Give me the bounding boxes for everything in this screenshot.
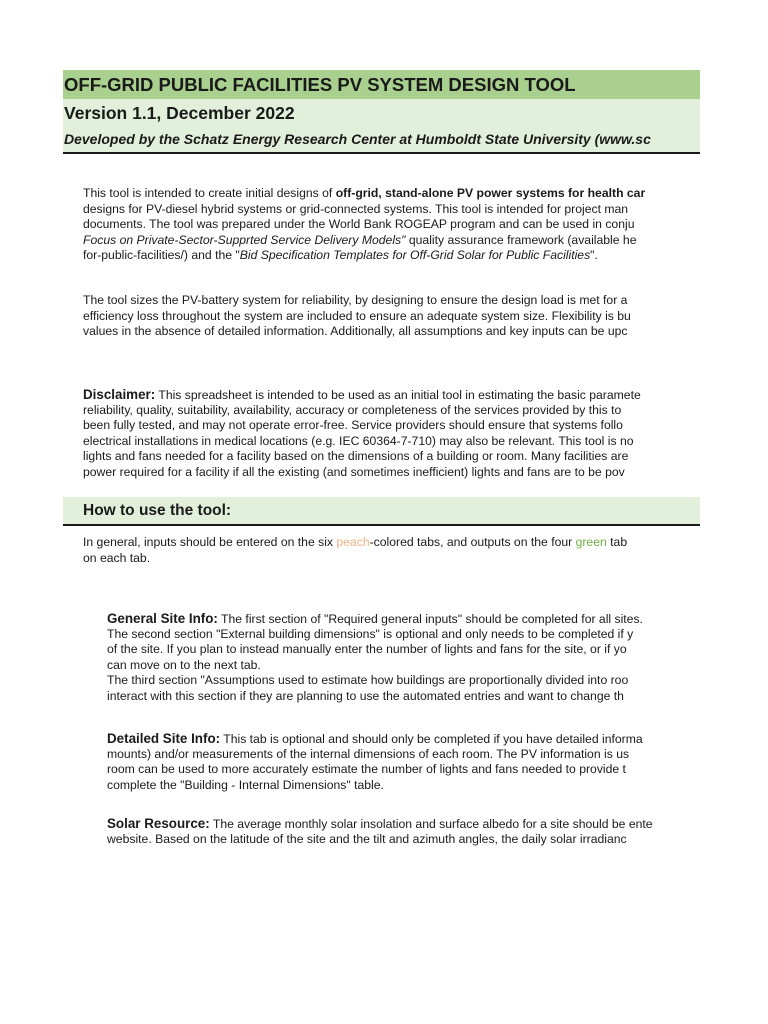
intro-text: for-public-facilities/) and the " [83, 248, 240, 263]
intro-line [83, 248, 700, 264]
disclaimer-line: power required for a facility if all the existing (and sometimes inefficient) lights and fans are to be pov [83, 464, 625, 479]
intro-text: This tool is intended to create initial designs of [83, 186, 336, 200]
how-to-line [83, 535, 700, 551]
disclaimer-line [83, 387, 700, 403]
disclaimer-line: been fully tested, and may not operate error-free. Service providers should ensure that systems follo [83, 418, 623, 433]
general-site-line: The third section "Assumptions used to estimate how buildings are proportionally divided into roo [107, 673, 629, 688]
sizing-paragraph [83, 293, 700, 340]
sizing-line: values in the absence of detailed information. Additionally, all assumptions and key inputs can be upc [83, 324, 628, 339]
disclaimer-paragraph [83, 387, 700, 481]
disclaimer-line: electrical installations in medical locations (e.g. IEC 60364-7-710) may also be relevant. This tool is no [83, 433, 634, 448]
general-site-line [107, 611, 700, 627]
how-to-heading [63, 497, 700, 526]
general-site-info-section [107, 611, 700, 705]
framework-title: Focus on Private-Sector-Supprted Service Delivery Models" [83, 232, 406, 247]
how-to-paragraph [83, 535, 700, 566]
general-site-label: General Site Info: [107, 611, 218, 626]
solar-resource-label: Solar Resource: [107, 816, 210, 831]
intro-line: designs for PV-diesel hybrid systems or grid-connected systems. This tool is intended for project man [83, 201, 629, 216]
solar-resource-line [107, 816, 700, 832]
detailed-site-line: room can be used to more accurately estimate the number of lights and fans needed to provide t [107, 762, 626, 777]
intro-line [83, 233, 700, 249]
solar-resource-section [107, 816, 700, 847]
developer-credit: Developed by the Schatz Energy Research Center at Humboldt State University (www.sc [63, 127, 700, 154]
general-site-line: interact with this section if they are planning to use the automated entries and want to change th [107, 688, 624, 703]
sizing-line: The tool sizes the PV-battery system for reliability, by designing to ensure the design load is met for a [83, 293, 628, 307]
intro-paragraph [83, 186, 700, 264]
detailed-site-line: mounts) and/or measurements of the internal dimensions of each room. The PV information is us [107, 746, 630, 761]
how-to-text: tab [606, 535, 628, 549]
sheet-content [63, 70, 700, 846]
intro-line: documents. The tool was prepared under the World Bank ROGEAP program and can be used in conju [83, 217, 635, 232]
detailed-site-info-section [107, 731, 700, 793]
intro-line [83, 186, 700, 202]
general-site-line: can move on to the next tab. [107, 657, 261, 672]
solar-resource-line: website. Based on the latitude of the site and the tilt and azimuth angles, the daily solar irradianc [107, 831, 627, 846]
bid-template-title: Bid Specification Templates for Off-Grid Solar for Public Facilities [239, 248, 591, 263]
detailed-site-line [107, 731, 700, 747]
how-to-line: on each tab. [83, 550, 151, 565]
intro-bold-text: off-grid, stand-alone PV power systems for health car [335, 186, 646, 200]
detailed-site-text: This tab is optional and should only be completed if you have detailed informa [220, 732, 643, 746]
intro-text: ". [590, 248, 598, 263]
disclaimer-line: lights and fans needed for a facility based on the dimensions of a building or room. Many facilities are [83, 449, 629, 464]
how-to-text: In general, inputs should be entered on the six [83, 535, 337, 549]
disclaimer-line: reliability, quality, suitability, availability, accuracy or completeness of the services provided by this to [83, 402, 622, 417]
green-word: green [575, 535, 607, 549]
general-site-text: The first section of "Required general inputs" should be completed for all sites. [217, 612, 643, 626]
solar-resource-text: The average monthly solar insolation and surface albedo for a site should be ente [209, 817, 653, 831]
disclaimer-text: This spreadsheet is intended to be used as an initial tool in estimating the basic paramete [155, 388, 641, 402]
general-site-line: The second section "External building dimensions" is optional and only needs to be completed if y [107, 626, 634, 641]
sizing-line: efficiency loss throughout the system are included to ensure an adequate system size. Flexibility is bu [83, 308, 631, 323]
intro-text: quality assurance framework (available he [405, 232, 637, 247]
version-label: Version 1.1, December 2022 [63, 99, 700, 127]
detailed-site-label: Detailed Site Info: [107, 731, 221, 746]
peach-word: peach [336, 535, 370, 549]
detailed-site-line: complete the "Building - Internal Dimensions" table. [107, 777, 384, 792]
tool-title: OFF-GRID PUBLIC FACILITIES PV SYSTEM DESIGN TOOL [63, 70, 700, 99]
general-site-line: of the site. If you plan to instead manually enter the number of lights and fans for the site, or if yo [107, 642, 627, 657]
how-to-text: -colored tabs, and outputs on the four [369, 535, 576, 549]
how-to-heading-text: How to use the tool: [83, 502, 232, 519]
disclaimer-label: Disclaimer: [83, 387, 156, 402]
